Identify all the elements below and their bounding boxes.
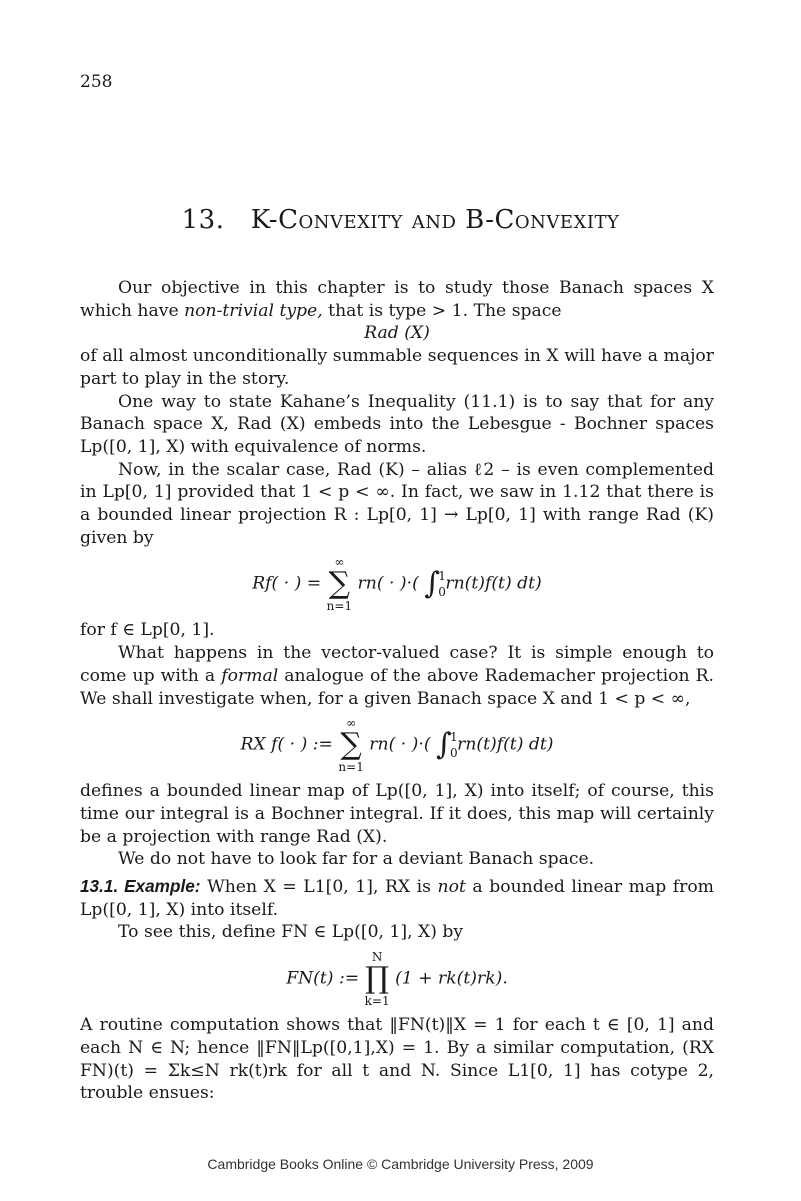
paragraph: Our objective in this chapter is to study those Banach spaces X which have non-trivial type, that is type > 1. The space	[80, 278, 714, 321]
paragraph: defines a bounded linear map of Lp([0, 1], X) into itself; of course, this time our integral is a Bochner integral. If it does, this map will certainly be a projection with range Rad (X).	[80, 781, 714, 847]
formula-vector-projection: RX f( · ) := ∞ ∑ n=1 rn( · )·( ∫ 1 0 rn(t)f(t) dt)	[240, 716, 554, 775]
paragraph: A routine computation shows that ‖FN(t)‖X = 1 for each t ∈ [0, 1] and each N ∈ N; hence ‖FN‖Lp([0,1],X) = 1. By a similar computation, (RX FN)(t) = Σk≤N rk(t)rk for all t and N. Since L1[0, 1] has cotype 2, trouble ensues:	[80, 1015, 714, 1104]
display-rad-x: Rad (X)	[364, 323, 430, 344]
paragraph: of all almost unconditionally summable sequences in X will have a major part to play in the story.	[80, 346, 714, 389]
formula-product: FN(t) := N ∏ k=1 (1 + rk(t)rk).	[286, 950, 508, 1009]
sum-operator: ∞ ∑ n=1	[338, 716, 364, 775]
paragraph: for f ∈ Lp[0, 1].	[80, 620, 215, 641]
paragraph: We do not have to look far for a deviant Banach space.	[118, 849, 595, 870]
chapter-title-text: K-Convexity and B-Convexity	[250, 205, 620, 235]
chapter-title	[0, 205, 801, 235]
integral-operator: ∫ 1 0	[424, 566, 446, 602]
example: 13.1. Example: When X = L1[0, 1], RX is not a bounded linear map from Lp([0, 1], X) into itself.	[80, 876, 714, 920]
page-body	[80, 277, 714, 1105]
product-operator: N ∏ k=1	[364, 950, 390, 1009]
page-number: 258	[80, 72, 113, 92]
paragraph: What happens in the vector-valued case? It is simple enough to come up with a formal analogue of the above Rademacher projection R. We shall investigate when, for a given Banach space X and 1 < p < ∞,	[80, 643, 715, 709]
paragraph: One way to state Kahane’s Inequality (11.1) is to say that for any Banach space X, Rad (X) embeds into the Lebesgue - Bochner spaces Lp([0, 1], X) with equivalence of norms.	[80, 391, 714, 457]
integral-operator: ∫ 1 0	[436, 726, 458, 762]
footer-copyright: Cambridge Books Online © Cambridge University Press, 2009	[207, 1156, 594, 1172]
sum-operator: ∞ ∑ n=1	[326, 555, 353, 614]
example-heading: 13.1. Example:	[80, 876, 201, 897]
paragraph: Now, in the scalar case, Rad (K) – alias ℓ2 – is even complemented in Lp[0, 1] provided that 1 < p < ∞. In fact, we saw in 1.12 that there is a bounded linear projection R : Lp[0, 1] → Lp[0, 1] with range Rad (K) given by	[80, 459, 714, 548]
formula-rademacher-projection: Rf( · ) = ∞ ∑ n=1 rn( · )·( ∫ 1 0 rn(t)f(t) dt)	[252, 555, 542, 614]
paragraph: To see this, define FN ∈ Lp([0, 1], X) by	[118, 922, 464, 943]
chapter-number: 13.	[181, 205, 225, 235]
